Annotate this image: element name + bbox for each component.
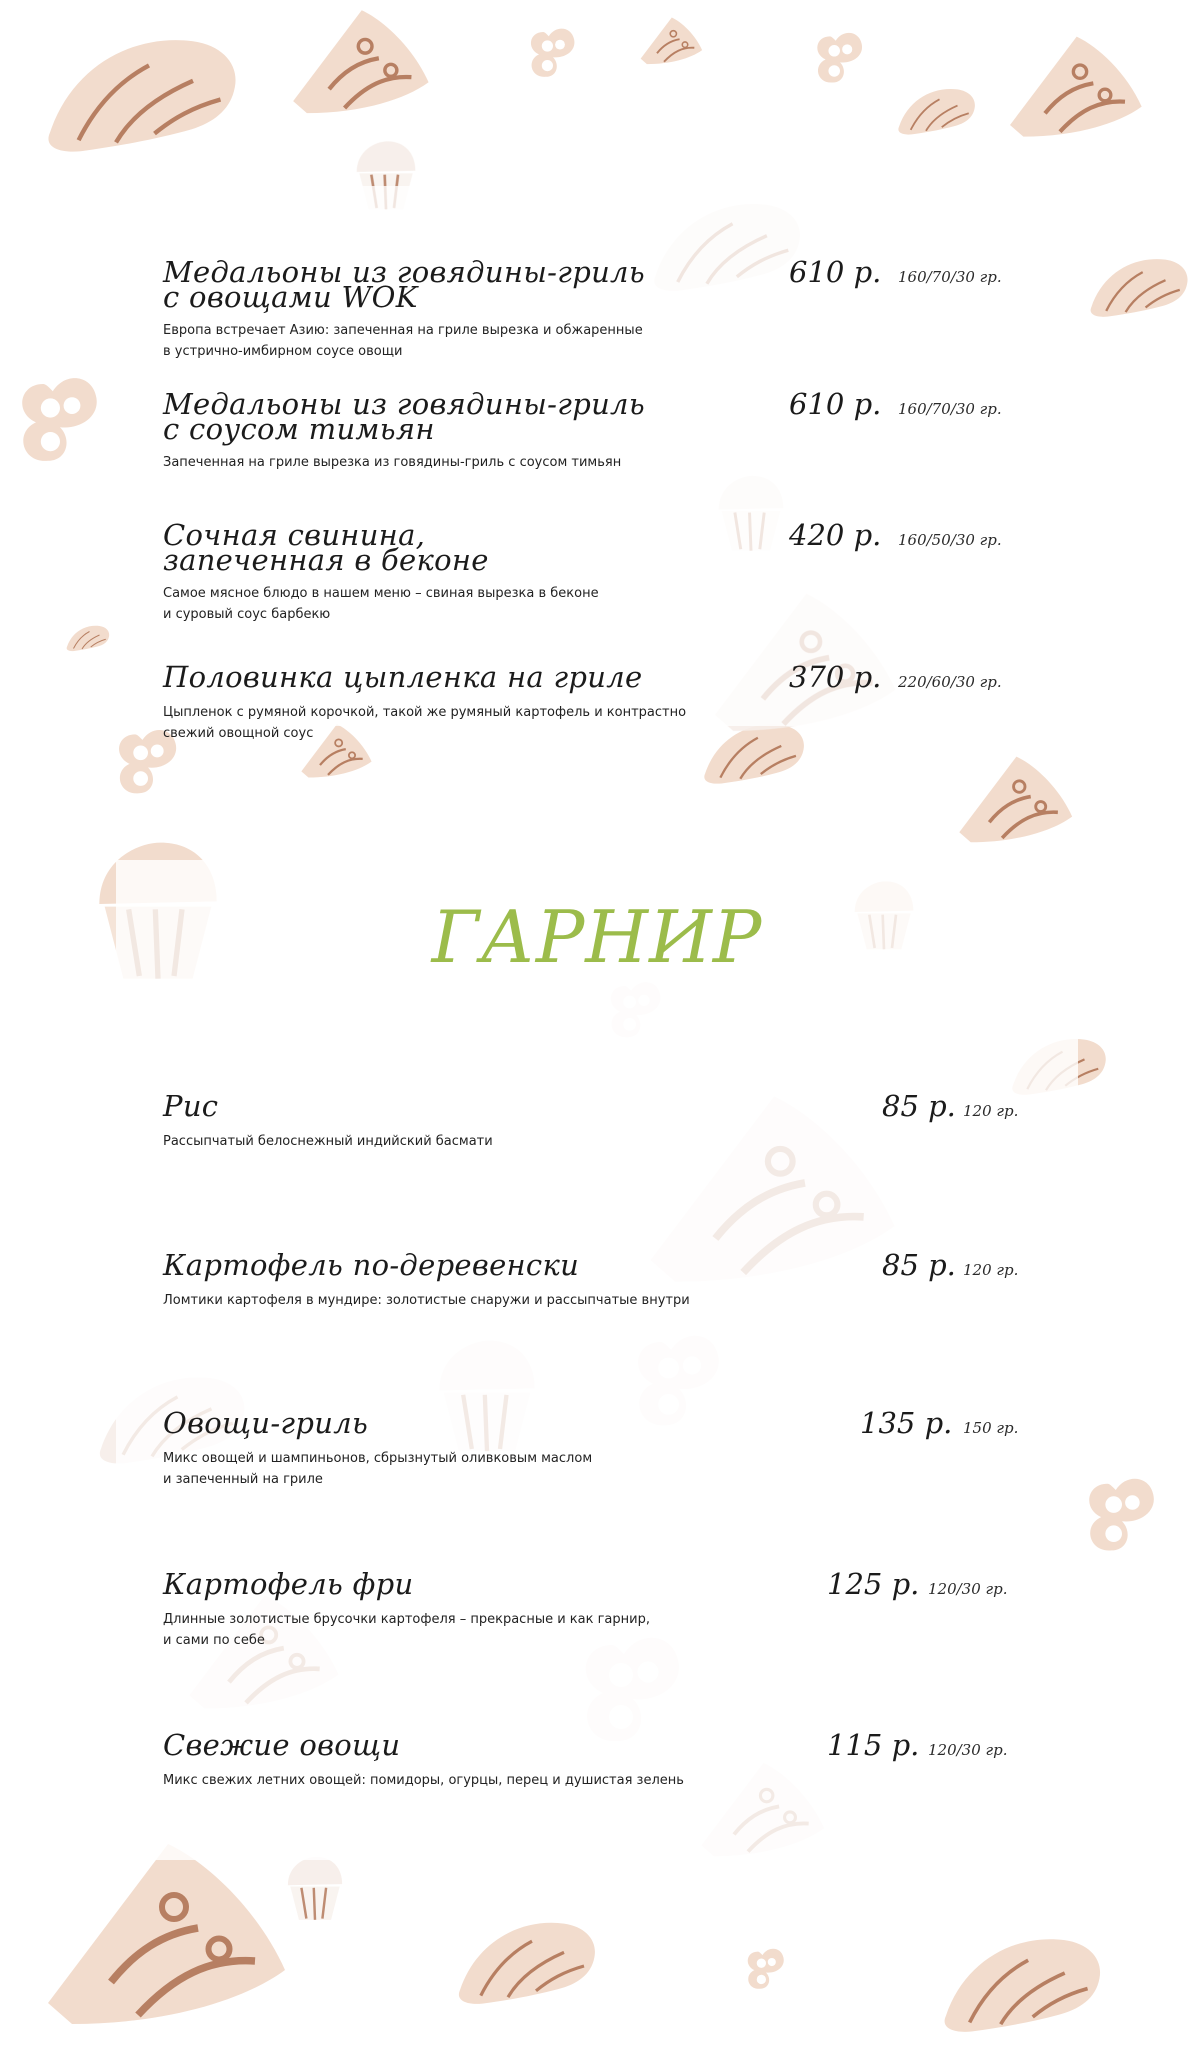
dish-price: 85 р. — [882, 1248, 956, 1282]
dish-title: Рис — [163, 1089, 219, 1123]
dish-price: 115 р. — [827, 1728, 920, 1762]
dish-description: Европа встречает Азию: запеченная на гриле вырезка и обжаренные в устрично-имбирном соусе овощи — [163, 323, 643, 359]
dish-title: Картофель по-деревенски — [163, 1248, 580, 1282]
dish-title: Картофель фри — [163, 1567, 414, 1601]
dish-title: Сочная свинина, запеченная в беконе — [163, 518, 489, 577]
dish-price: 125 р. — [827, 1567, 920, 1601]
dish-weight: 120/30 гр. — [928, 1580, 1008, 1598]
dish-weight: 160/70/30 гр. — [898, 268, 1002, 286]
dish-description: Микс свежих летних овощей: помидоры, огурцы, перец и душистая зелень — [163, 1773, 684, 1788]
dish-weight: 120/30 гр. — [928, 1741, 1008, 1759]
dish-title: Медальоны из говядины-гриль с соусом тимьян — [163, 387, 645, 446]
dish-weight: 160/70/30 гр. — [898, 400, 1002, 418]
dish-description: Ломтики картофеля в мундире: золотистые снаружи и рассыпчатые внутри — [163, 1293, 690, 1308]
dish-title: Половинка цыпленка на гриле — [163, 660, 643, 694]
dish-price: 85 р. — [882, 1089, 956, 1123]
dish-weight: 150 гр. — [963, 1419, 1019, 1437]
dish-weight: 120 гр. — [963, 1261, 1019, 1279]
dish-price: 420 р. — [789, 518, 882, 552]
dish-title: Свежие овощи — [163, 1728, 401, 1762]
dish-description: Длинные золотистые брусочки картофеля – прекрасные и как гарнир, и сами по себе — [163, 1612, 650, 1648]
section-title-garnish: ГАРНИР — [431, 895, 763, 979]
dish-price: 610 р. — [789, 255, 882, 289]
dish-price: 370 р. — [789, 660, 882, 694]
dish-description: Рассыпчатый белоснежный индийский басмати — [163, 1134, 493, 1149]
dish-price: 135 р. — [860, 1406, 953, 1440]
dish-title: Медальоны из говядины-гриль с овощами WOK — [163, 255, 645, 314]
dish-weight: 160/50/30 гр. — [898, 531, 1002, 549]
dish-description: Цыпленок с румяной корочкой, такой же румяный картофель и контрастно свежий овощной соус — [163, 705, 687, 741]
dish-weight: 120 гр. — [963, 1102, 1019, 1120]
dish-description: Микс овощей и шампиньонов, сбрызнутый оливковым маслом и запеченный на гриле — [163, 1451, 593, 1487]
dish-title: Овощи-гриль — [163, 1406, 369, 1440]
dish-description: Запеченная на гриле вырезка из говядины-гриль с соусом тимьян — [163, 455, 622, 470]
dish-price: 610 р. — [789, 387, 882, 421]
dish-weight: 220/60/30 гр. — [898, 673, 1002, 691]
dish-description: Самое мясное блюдо в нашем меню – свиная вырезка в беконе и суровый соус барбекю — [163, 586, 599, 622]
